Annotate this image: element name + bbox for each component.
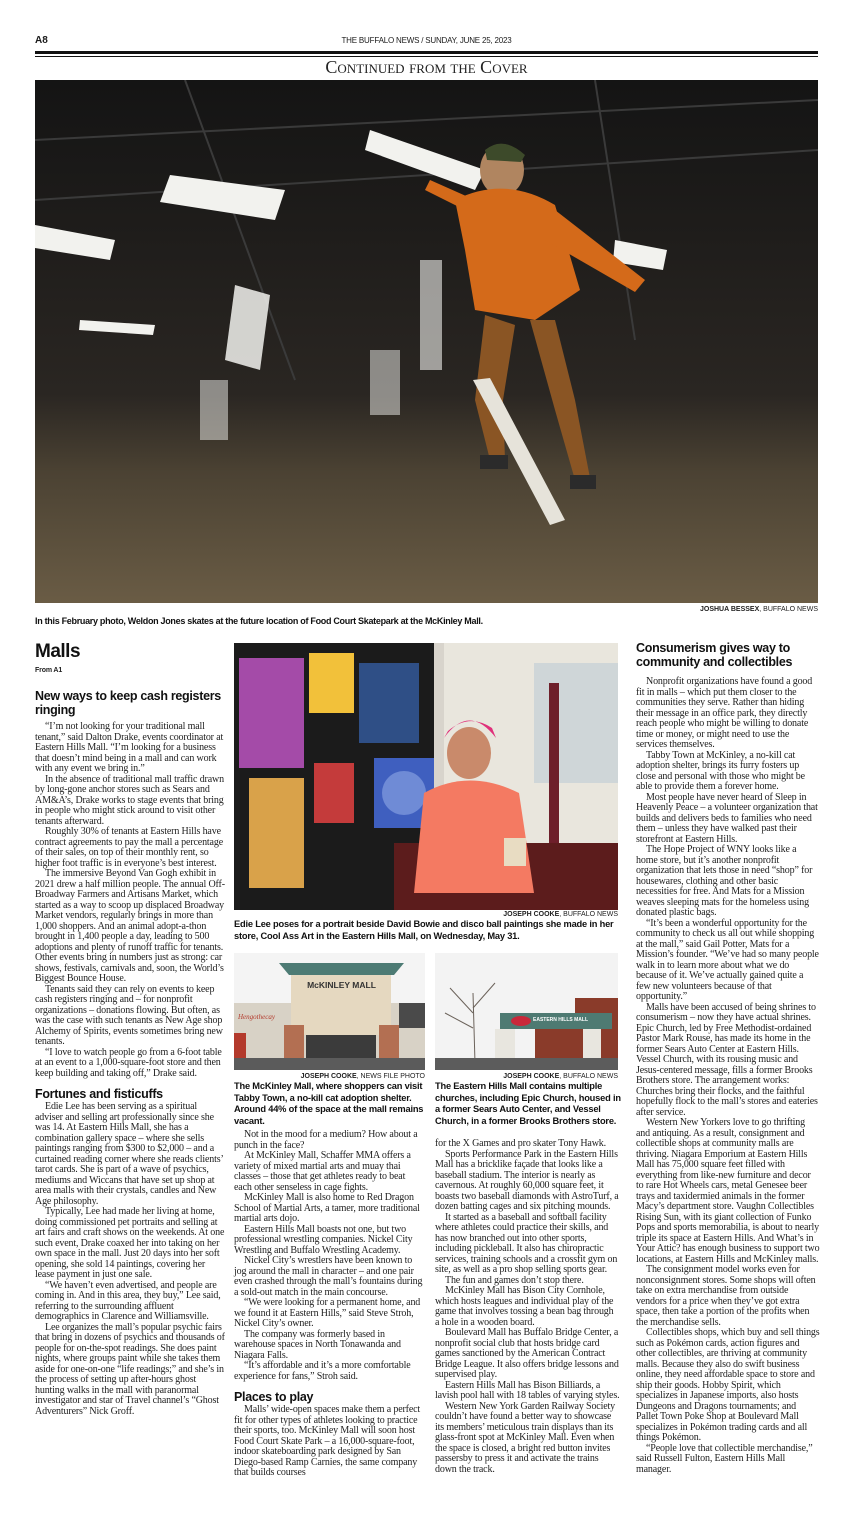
main-photo-caption: In this February photo, Weldon Jones skates at the future location of Food Court Skatepark at the McKinley Mall. [35,616,483,626]
credit-name: JOSEPH COOKE [503,1073,560,1080]
subhead-places-to-play: Places to play [234,1390,314,1404]
article-paragraph: The company was formerly based in warehouse spaces in North Tonawanda and Niagara Falls. [234,1328,401,1361]
article-paragraph: In the absence of traditional mall traffic drawn by long-gone anchor stores such as Sears and AM&A’s, Drake works to stage events that bring in people who might stick around to visit other tenants afterward. [35,773,224,827]
article-paragraph: “It’s affordable and it’s a more comfortable experience for fans,” Stroh said. [234,1360,411,1382]
article-paragraph: “It’s been a wonderful opportunity for the community to check us all out while shopping at the mall,” said Gail Potter, Mats for a Mission’s founder. “We’ve had so many people walk in to learn more about what we do because of it. We’ve actually gained quite a few new volunteers because of that opportunity.” [636,917,819,1002]
mckinley-photo-caption: The McKinley Mall, where shoppers can visit Tabby Town, a no-kill cat adoption shelter. Around 44% of the space at the mall remains vacant. [234,1081,424,1126]
article-paragraph: It started as a baseball and softball facility where athletes could practice their skills, and has now branched out into other sports, including pickleball. It also has chiropractic services, training schools and a crossfit gym on site, as well as a pro shop selling sports gear. [435,1211,618,1275]
article-paragraph: Edie Lee has been serving as a spiritual adviser and selling art professionally since she was 14. At Eastern Hills Mall, she has a combination gallery space – where she sells paintings ranging from $300 to $2,000 – and a curtained reading corner where she reads clients’ tarot cards. She is part of a wave of psychics, mediums and Wiccans that have set up shop at area malls with their crystals, candles and New Age philosophy. [35,1101,223,1207]
eastern-photo-caption: The Eastern Hills Mall contains multiple churches, including Epic Church, housed in a former Sears Auto Center, and Vessel Church, in a former Brooks Brothers store. [435,1081,621,1126]
story-column-4 [636,641,820,1475]
article-paragraph: Nonprofit organizations have found a good fit in malls – which put them closer to the communities they serve. Rather than hiding their message in an office park, they directly reach people who might be willing to donate time or money, or might need to use the services themselves. [636,676,813,750]
subhead-fortunes: Fortunes and fisticuffs [35,1087,163,1101]
page-number: A8 [35,35,48,46]
credit-org: , BUFFALO NEWS [559,1073,618,1080]
credit-org: , BUFFALO NEWS [559,911,618,918]
article-paragraph: Tabby Town at McKinley, a no-kill cat adoption shelter, brings its furry fosters up close and personal with those who might be able to provide them a forever home. [636,749,805,792]
article-paragraph: Sports Performance Park in the Eastern Hills Mall has a bricklike façade that looks like a baseball stadium. The interior is nearly as cavernous. At roughly 60,000 square feet, it boasts two baseball diamonds with AstroTurf, a dozen batting cages and six pitching mounds. [435,1148,619,1212]
edie-photo-caption: Edie Lee poses for a portrait beside David Bowie and disco ball paintings she made in her store, Cool Ass Art in the Eastern Hills Mall, on Wednesday, May 31. [234,919,614,941]
story-column-3 [435,1139,620,1475]
article-paragraph: Malls’ wide-open spaces make them a perfect fit for other types of athletes looking to practice their sports, too. McKinley Mall will soon host Food Court Skate Park – a 16,000-square-foot, indoor skateboarding park designed by San Diego-based Ramp Carnies, the same company that builds courses [234,1404,421,1478]
mckinley-photo-credit [234,1073,425,1080]
article-paragraph: Tenants said they can rely on events to keep cash registers ringing and – for nonprofit organizations – donations flowing. But often, as was the case with such tenants as New Age shop Alchemy of Spirits, events sometimes bring new tenants. [35,983,223,1047]
main-photo-credit [35,606,818,613]
article-paragraph: The Hope Project of WNY looks like a home store, but it’s another nonprofit organization that lets those in need “shop” for housewares, clothing and other basic necessities for free. And Mats for a Mission weaves sleeping mats for the homeless using donated plastic bags. [636,844,813,918]
subhead-cash-registers: New ways to keep cash registers ringing [35,689,221,717]
edie-photo-credit [234,911,618,918]
skateboarder-photo [35,80,818,603]
story-column-2 [234,1130,425,1479]
credit-name: JOSEPH COOKE [503,911,560,918]
article-paragraph: “I love to watch people go from a 6-foot table at an event to a 1,000-square-foot store and then keep building and taking off,” Drake said. [35,1046,222,1079]
article-paragraph: Nickel City’s wrestlers have been known to jog around the mall in character – and one pair even crashed through the mall’s fountains during a sold-out match in the main concourse. [234,1255,423,1298]
credit-name: JOSEPH COOKE [300,1073,357,1080]
mckinley-sign: McKINLEY MALL [307,980,376,990]
credit-org: , BUFFALO NEWS [759,606,818,613]
header-rule [35,51,818,54]
eastern-hills-sign: EASTERN HILLS MALL [533,1017,588,1023]
dateline: THE BUFFALO NEWS / SUNDAY, JUNE 25, 2023 [341,36,512,45]
article-paragraph: McKinley Mall is also home to Red Dragon School of Martial Arts, a tamer, more traditional martial arts dojo. [234,1192,420,1224]
article-paragraph: “I’m not looking for your traditional mall tenant,” said Dalton Drake, events coordinator at Eastern Hills Mall. “I’m looking for a business that doesn’t mind being in a mall and can work with any event we bring in.” [35,721,224,774]
article-paragraph: Western New York Garden Railway Society couldn’t have found a better way to showcase its members’ meticulous train displays than its glass-front spot at McKinley Mall. Even when the space is closed, a bright red button invites passersby to press it and activate the trains down the track. [435,1400,615,1475]
svg-text:Hengothecay: Hengothecay [238,1013,275,1021]
eastern-photo-credit [435,1073,618,1080]
article-paragraph: The immersive Beyond Van Gogh exhibit in 2021 drew a half million people. The annual Off-Broadway Farmers and Artisans Market, which started as a way to scoop up displaced Broadway Market vendors, regularly brings in more than 1,000 shoppers. And an animal adopt-a-thon brought in 1,400 people a day, leading to 500 adoptions and plenty of runoff traffic for tenants. Other events bring in numbers just as strong: car shows, festivals, carnivals and, soon, the World’s Biggest Bounce House. [35,868,225,984]
article-paragraph: Collectibles shops, which buy and sell things such as Pokémon cards, action figures and other collectibles, are thriving at community malls. Because they also do swift business online, they need affordable space to store and ship their goods. Hobby Spirit, which specializes in Japanese imports, also hosts Dungeons and Dragons tournaments; and Pallet Town Poke Shop at Boulevard Mall specializes in Pokémon trading cards and all things Pokémon. [636,1327,820,1443]
article-paragraph: The fun and games don’t stop there. [445,1274,584,1286]
article-paragraph: Western New Yorkers love to go thrifting and antiquing. As a result, consignment and collectible shops at community malls are thriving. Niagara Emporium at Eastern Hills Mall has 75,000 square feet filled with everything from like-new furniture and decor to rare Hot Wheels cars, metal Genesee beer trays and taxidermied animals in the former Macy’s department store. Vaughn Collectibles Rising Sun, with its giant collection of Funko Pops and sports memorabilia, is about to nearly triple its space at Eastern Hills. And What’s in Your Attic? has enough business to support two locations, at Eastern Hills and McKinley malls. [636,1117,820,1265]
edie-lee-photo [234,643,618,910]
article-paragraph: At McKinley Mall, Schaffer MMA offers a variety of mixed martial arts and muay thai classes – those that get athletes ready to beat each other senseless in cage fights. [234,1150,411,1193]
eastern-hills-mall-photo [435,953,618,1070]
article-paragraph: Eastern Hills Mall boasts not one, but two professional wrestling companies. Nickel City Wrestling and Buffalo Wrestling Academy. [234,1223,413,1256]
article-paragraph: Most people have never heard of Sleep in Heavenly Peace – a volunteer organization that builds and delivers beds to families who need them – unless they have walked past their storefront at Eastern Hills. [636,791,818,845]
article-paragraph: Malls have been accused of being shrines to consumerism – now they have actual shrines. Epic Church, led by Free Methodist-ordained Pastor Mark Rouse, has made its home in the former Sears Auto Center at Eastern Hills. Vessel Church, with its rousing music and Jesus-centered message, fills a former Brooks Brothers store. The arrangement works: Churches bring their flocks, and the faithful hopefully flock to the mall’s stores and eateries after service. [636,1001,818,1118]
jump-continuation: for the X Games and pro skater Tony Hawk. [435,1138,606,1149]
story-kicker: Malls [35,641,81,662]
subhead-consumerism: Consumerism gives way to community and collectibles [636,641,793,669]
article-paragraph: Typically, Lee had made her living at home, doing commissioned pet portraits and selling at art fairs and craft shows on the weekends. At one such event, Drake coaxed her into taking on her own space in the mall. Just 20 days into her soft opening, she sold 14 paintings, covering her lease payment in just one sale. [35,1206,225,1280]
article-paragraph: Boulevard Mall has Buffalo Bridge Center, a nonprofit social club that hosts bridge card games sanctioned by the American Contract Bridge League. It also offers bridge lessons and supervised play. [435,1327,619,1380]
article-paragraph: “We were looking for a permanent home, and we found it at Eastern Hills,” said Steve Stroh, Nickel City’s owner. [234,1297,421,1329]
article-paragraph: The consignment model works even for nonconsignment stores. Some shops will often take on extra merchandise from outside vendors for a price when they’ve got extra space, then take a portion of the profits when the merchandise sells. [636,1264,816,1328]
credit-org: , NEWS FILE PHOTO [356,1073,425,1080]
article-paragraph: Eastern Hills Mall has Bison Billiards, a lavish pool hall with 18 tables of varying styles. [435,1379,620,1401]
article-paragraph: Roughly 30% of tenants at Eastern Hills have contract agreements to pay the mall a percentage of their sales, on top of their monthly rent, so higher foot traffic is in everyone’s best interest. [35,826,223,869]
credit-name: JOSHUA BESSEX [700,606,760,613]
jump-from: From A1 [35,667,63,674]
article-paragraph: “People love that collectible merchandise,” said Russell Fulton, Eastern Hills Mall manager. [636,1442,813,1475]
mckinley-mall-photo [234,953,425,1070]
story-column-1 [35,641,225,1417]
article-paragraph: Not in the mood for a medium? How about a punch in the face? [234,1129,418,1151]
article-paragraph: Lee organizes the mall’s popular psychic fairs that bring in dozens of psychics and thousands of people for on-the-spot readings. She does paint nights, where groups paint while she takes them aside for one-on-one “life readings;” and she’s in the process of setting up after-hours ghost hunting walks in the mall with paranormal investigator and star of Travel channel’s “Ghost Adventurers” Nick Groff. [35,1321,225,1417]
section-title: Continued from the Cover [325,57,528,77]
article-paragraph: “We haven’t even advertised, and people are coming in. And in this area, they buy,” Lee said, referring to the surrounding affluent demographics in Clarence and Williamsville. [35,1279,221,1322]
article-paragraph: McKinley Mall has Bison City Cornhole, which hosts leagues and individual play of the game that involves tossing a bean bag through a hole in a wooden board. [435,1285,614,1328]
